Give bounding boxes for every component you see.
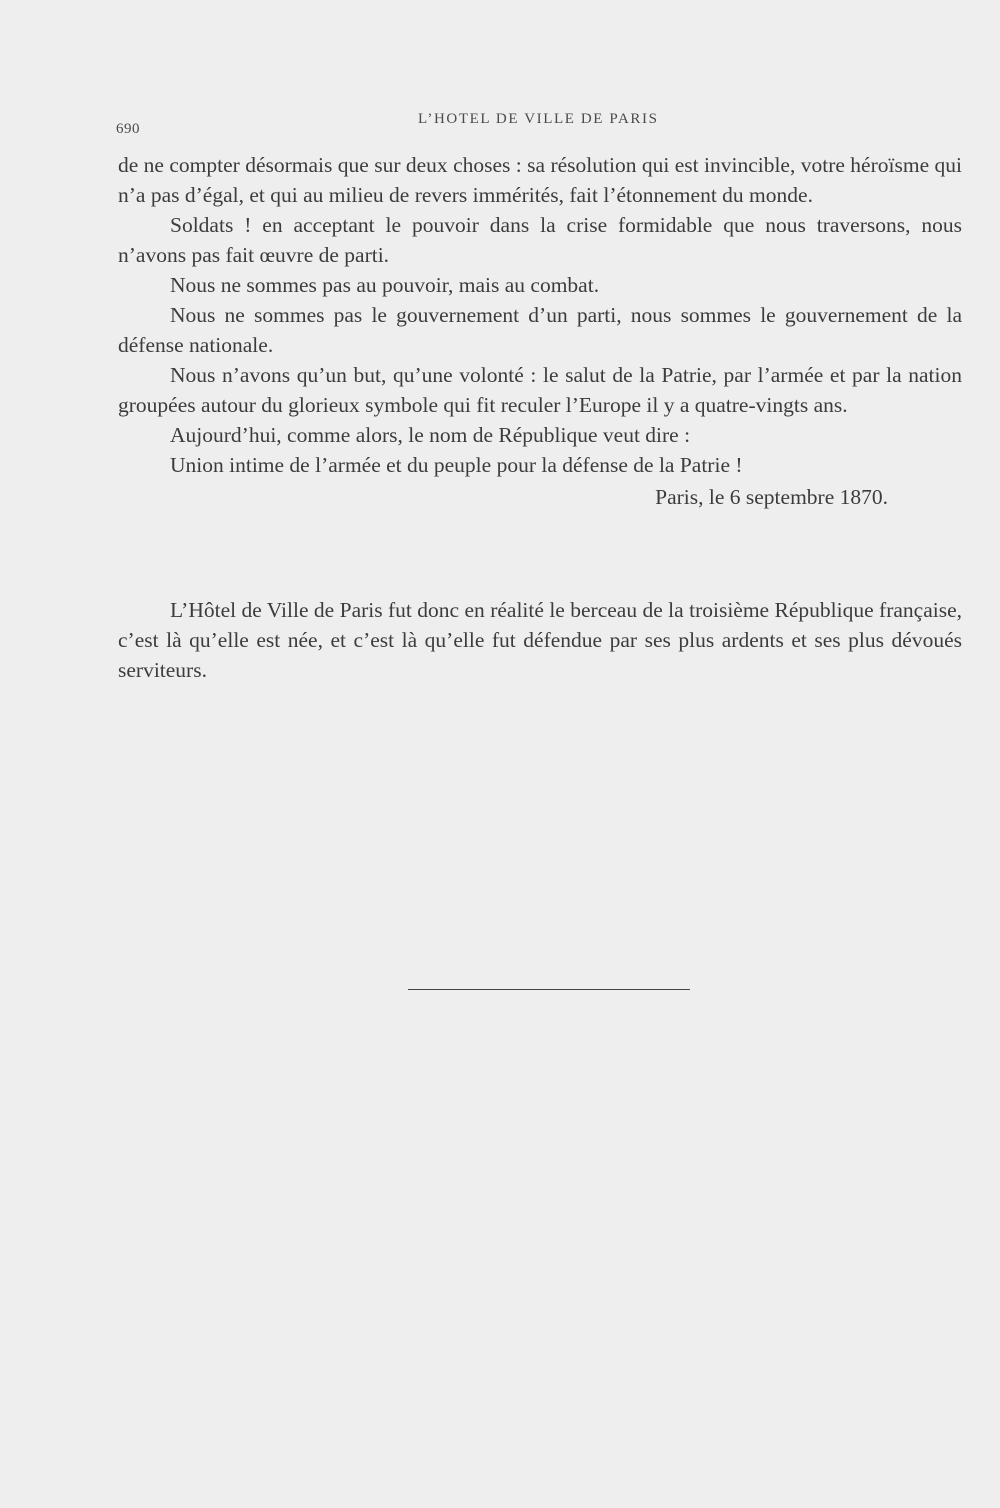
paragraph: Aujourd’hui, comme alors, le nom de République veut dire : (170, 423, 691, 447)
section-end-rule (408, 989, 690, 990)
paragraph: de ne compter désormais que sur deux choses : sa résolution qui est invincible, votre héroïsme qui n’a pas d’égal, et qui au milieu de revers immérités, fait l’étonnement du monde. (118, 153, 962, 207)
running-title: L’HOTEL DE VILLE DE PARIS (418, 111, 659, 127)
paragraph: Nous ne sommes pas le gouvernement d’un parti, nous sommes le gouvernement de la défense nationale. (118, 303, 962, 357)
paragraph: L’Hôtel de Ville de Paris fut donc en réalité le berceau de la troisième République française, c’est là qu’elle est née, et c’est là qu’elle fut défendue par ses plus ardents et ses plus dévoués serviteurs. (118, 598, 962, 682)
paragraph: Soldats ! en acceptant le pouvoir dans la crise formidable que nous traversons, nous n’avons pas fait œuvre de parti. (118, 213, 962, 267)
proclamation-text (118, 150, 962, 512)
dateline: Paris, le 6 septembre 1870. (655, 485, 888, 509)
paragraph: Nous n’avons qu’un but, qu’une volonté : le salut de la Patrie, par l’armée et par la nation groupées autour du glorieux symbole qui fit reculer l’Europe il y a quatre-vingts ans. (118, 363, 962, 417)
paragraph: Nous ne sommes pas au pouvoir, mais au combat. (170, 273, 600, 297)
paragraph: Union intime de l’armée et du peuple pour la défense de la Patrie ! (170, 453, 743, 477)
page-number: 690 (116, 121, 140, 137)
closing-text (118, 595, 962, 685)
